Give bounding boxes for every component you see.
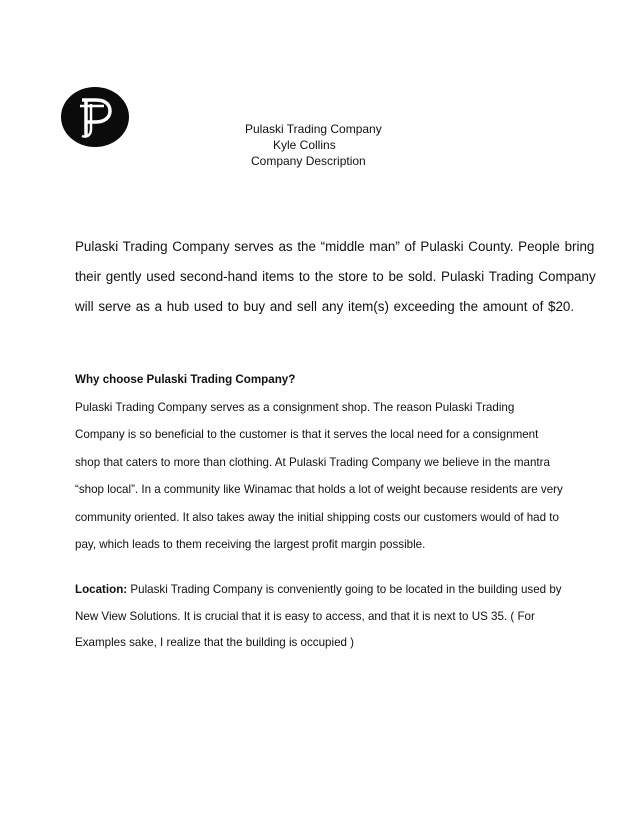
intro-line: Pulaski Trading Company serves as the “middle man” of Pulaski County. People bring: [75, 239, 595, 254]
pulaski-p-logo-icon: [60, 86, 132, 148]
author-name: Kyle Collins: [273, 138, 336, 152]
intro-paragraph: [75, 232, 596, 322]
why-line: “shop local”. In a community like Winamac that holds a lot of weight because residents are very: [75, 483, 563, 496]
document-title: Company Description: [251, 154, 366, 168]
why-line: pay, which leads to them receiving the largest profit margin possible.: [75, 538, 426, 551]
company-name: Pulaski Trading Company: [245, 122, 382, 136]
location-line: New View Solutions. It is crucial that it is easy to access, and that it is next to US 35. ( For: [75, 609, 535, 623]
why-line: Pulaski Trading Company serves as a consignment shop. The reason Pulaski Trading: [75, 400, 515, 414]
why-heading: Why choose Pulaski Trading Company?: [75, 373, 296, 386]
why-line: community oriented. It also takes away the initial shipping costs our customers would of had to: [75, 510, 559, 524]
why-line: Company is so beneficial to the customer is that it serves the local need for a consignment: [75, 428, 539, 441]
location-first-line-text: Pulaski Trading Company is conveniently going to be located in the building used by: [127, 583, 562, 596]
company-logo: [60, 86, 132, 148]
location-label: Location:: [75, 583, 128, 596]
intro-line: will serve as a hub used to buy and sell any item(s) exceeding the amount of $20.: [75, 299, 575, 314]
location-section: [75, 577, 575, 657]
why-line: shop that caters to more than clothing. At Pulaski Trading Company we believe in the mantra: [75, 455, 550, 469]
why-section: [75, 366, 575, 559]
location-line: Examples sake, I realize that the building is occupied ): [75, 636, 355, 649]
location-first-line: [75, 577, 575, 604]
intro-line: their gently used second-hand items to the store to be sold. Pulaski Trading Company: [75, 269, 596, 284]
